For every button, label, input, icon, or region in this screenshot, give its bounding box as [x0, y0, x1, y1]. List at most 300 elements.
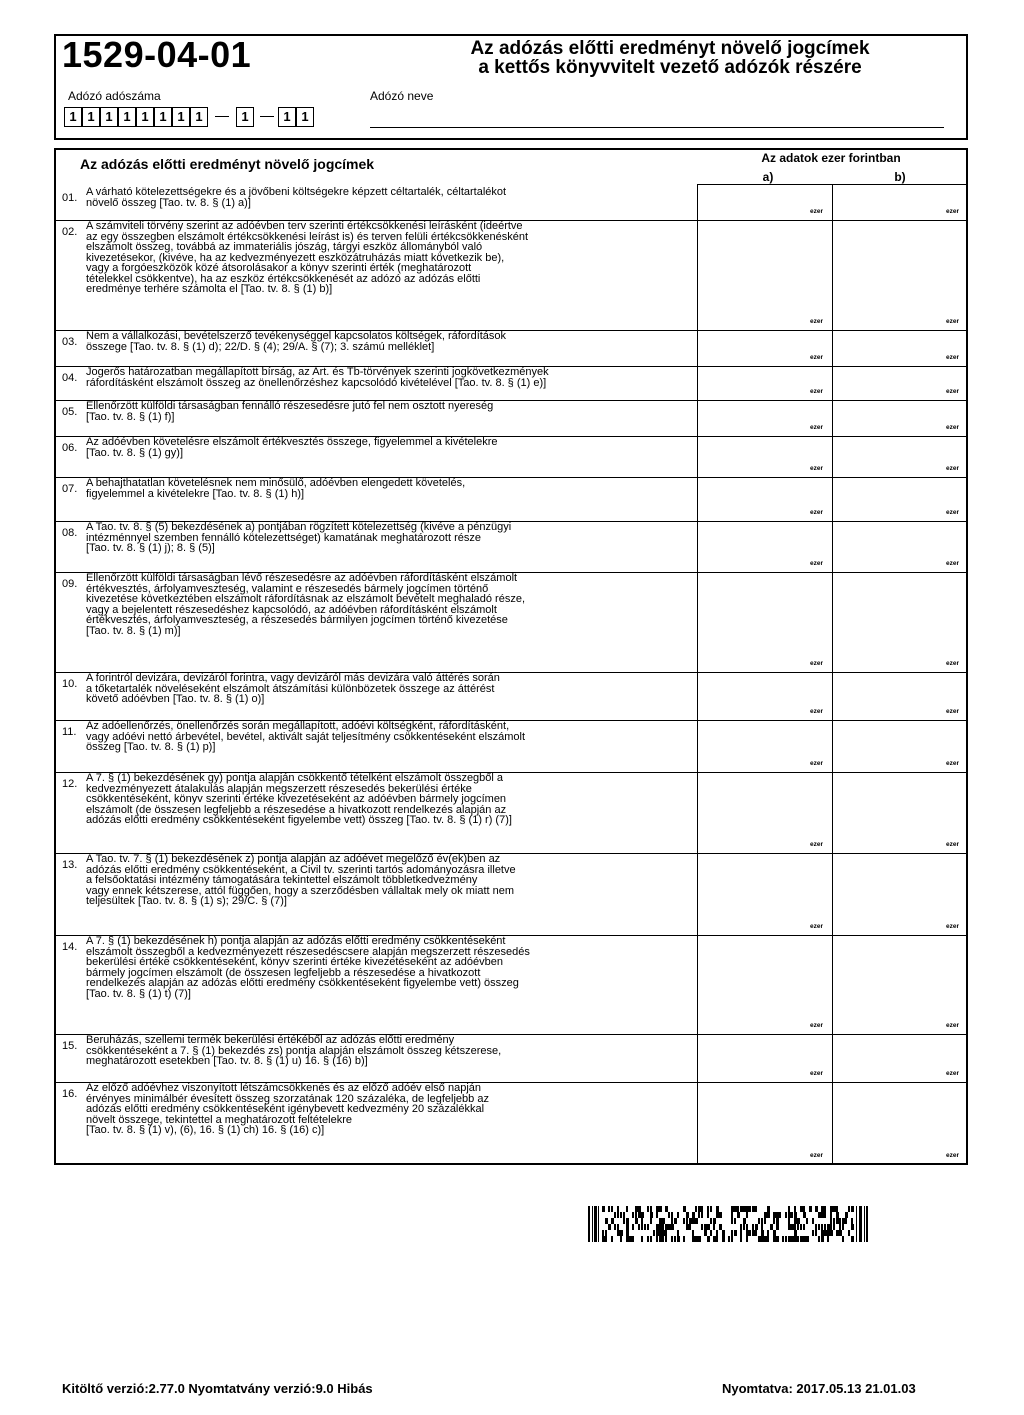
barcode-module: [806, 1218, 808, 1224]
barcode-module: [671, 1236, 673, 1242]
barcode-module: [776, 1224, 779, 1230]
barcode-module: [716, 1206, 719, 1212]
unit-label: ezer: [810, 1152, 824, 1159]
barcode-module: [761, 1218, 763, 1224]
barcode-module: [668, 1224, 671, 1230]
barcode-module: [758, 1218, 760, 1224]
row-text: A számviteli törvény szerint az adóévben terv szerinti értékcsökkenési leírásként (ideértve az egy összegben elszámolt értékcsökkenési leírást is) és terven felüli értékcsökkenésként elszámolt összeg, továbbá az immateriális jószág, tárgyi eszköz állományból való kivezetésekor, (kivéve, ha az kedvezményezett eszközátruházás miatt következik be), vagy a forgóeszközök közé átsorolásakor a könyv szerinti érték (meghatározott tételekkel csökkentve), ha az eszköz értékcsökkenését az adózó az adózás előtti eredménye terhére számolta el [Tao. tv. 8. § (1) b)]: [86, 220, 529, 295]
row-text: A Tao. tv. 7. § (1) bekezdésének z) pontja alapján az adóévet megelőző év(ek)ben az adózás előtti eredmény csökkentéseként, a Civil tv. szerinti tartós adományozásra illetve a felsőoktatási intézmény támogatására tekintettel elszámolt többletkedvezmény vagy ennek kétszerese, attól függően, hogy a szerződésben vállaltak mely ok miatt nem teljesültek [Tao. tv. 8. § (1) s); 29/C. § (7)]: [86, 853, 516, 907]
barcode-module: [728, 1236, 730, 1242]
barcode-module: [851, 1236, 854, 1242]
barcode-module: [770, 1224, 773, 1230]
barcode-module: [815, 1230, 817, 1236]
barcode-module: [641, 1218, 643, 1224]
barcode-module: [851, 1224, 854, 1230]
barcode-module: [656, 1230, 659, 1236]
unit-label: ezer: [946, 465, 960, 472]
barcode-module: [626, 1218, 629, 1224]
barcode-module: [788, 1212, 791, 1218]
amount-input-a[interactable]: [698, 220, 830, 330]
barcode-module: [791, 1212, 793, 1218]
barcode-module: [800, 1224, 802, 1230]
barcode-module: [617, 1212, 619, 1218]
barcode-module: [638, 1224, 640, 1230]
row-number: 03.: [62, 336, 78, 348]
barcode-module: [638, 1212, 641, 1218]
barcode-module: [830, 1206, 833, 1212]
barcode-module: [674, 1218, 677, 1224]
row-text: Ellenőrzött külföldi társaságban fennálló részesedésre jutó fel nem osztott nyereség [Tao. tv. 8. § (1) f)]: [86, 400, 494, 423]
barcode-module: [650, 1218, 652, 1224]
barcode-module: [632, 1236, 634, 1242]
barcode-module: [794, 1218, 797, 1224]
row-number: 01.: [62, 192, 78, 204]
row-text: A behajthatatlan követelésnek nem minősülő, adóévben elengedett követelés, figyelemmel a kivételekre [Tao. tv. 8. § (1) h)]: [86, 477, 466, 500]
barcode-module: [671, 1218, 673, 1224]
barcode-module: [845, 1212, 848, 1218]
barcode-module: [686, 1218, 688, 1224]
barcode-module: [716, 1212, 719, 1218]
barcode-module: [686, 1212, 689, 1218]
barcode-module: [740, 1206, 743, 1212]
barcode-module: [707, 1212, 709, 1218]
row-text: A várható kötelezettségekre és a jövőbeni költségekre képzett céltartalék, céltartalékot növelő összeg [Tao. tv. 8. § (1) a)]: [86, 186, 507, 209]
barcode-module: [617, 1206, 619, 1212]
barcode-module: [740, 1236, 742, 1242]
barcode-module: [662, 1230, 665, 1236]
id-digit: 1: [172, 107, 190, 127]
barcode-module: [710, 1218, 712, 1224]
footer-printed: Nyomtatva: 2017.05.13 21.01.03: [722, 1381, 916, 1396]
barcode-module: [851, 1218, 853, 1224]
barcode-module: [830, 1212, 832, 1218]
barcode-module: [776, 1218, 779, 1224]
barcode-module: [767, 1206, 770, 1212]
unit-label: ezer: [946, 923, 960, 930]
id-digit: 1: [278, 107, 296, 127]
barcode-module: [626, 1230, 629, 1236]
barcode-module: [794, 1230, 797, 1236]
barcode-module: [830, 1224, 832, 1230]
barcode-module: [692, 1212, 695, 1218]
barcode-module: [836, 1212, 839, 1218]
barcode-module: [710, 1206, 712, 1212]
barcode-module: [662, 1236, 664, 1242]
id-digit: 1: [82, 107, 100, 127]
barcode-module: [626, 1224, 629, 1230]
barcode-module: [755, 1206, 757, 1212]
row-text: Az előző adóévhez viszonyított létszámcsökkenés és az előző adóév első napján érvényes minimálbér évesített összeg szorzatának 120 százaléka, de legfeljebb az adózás előtti eredmény csökkentéseként igénybevett kedvezmény 20 százalékkal növelt összege, tekintettel a meghatározott feltételekre [Tao. tv. 8. § (1) v), (6), 16. § (1) ch) 16. § (16) c)]: [86, 1082, 489, 1136]
barcode-module: [839, 1218, 841, 1224]
barcode-module: [794, 1236, 797, 1242]
barcode-module: [845, 1218, 847, 1224]
barcode-module: [818, 1224, 820, 1230]
barcode-module: [791, 1236, 794, 1242]
barcode-module: [689, 1218, 692, 1224]
barcode-module: [740, 1230, 742, 1236]
barcode-module: [746, 1236, 748, 1242]
barcode-module: [755, 1230, 757, 1236]
barcode-module: [791, 1224, 794, 1230]
id-digit: 1: [136, 107, 154, 127]
unit-label: ezer: [810, 1070, 824, 1077]
barcode-module: [632, 1224, 634, 1230]
barcode-module: [719, 1212, 722, 1218]
unit-label: ezer: [946, 660, 960, 667]
barcode-module: [866, 1206, 868, 1242]
barcode-module: [656, 1224, 659, 1230]
barcode-module: [779, 1212, 781, 1218]
barcode-module: [803, 1236, 806, 1242]
unit-label: ezer: [946, 318, 960, 325]
barcode-module: [656, 1206, 659, 1212]
unit-label: ezer: [946, 1070, 960, 1077]
barcode-module: [749, 1206, 751, 1212]
barcode-module: [659, 1206, 662, 1212]
barcode-module: [833, 1206, 836, 1212]
barcode-module: [752, 1230, 755, 1236]
barcode-module: [785, 1212, 787, 1218]
barcode-module: [821, 1230, 824, 1236]
barcode-module: [743, 1218, 746, 1224]
barcode-module: [827, 1236, 829, 1242]
barcode-module: [752, 1206, 755, 1212]
barcode-module: [746, 1230, 749, 1236]
barcode-module: [707, 1206, 709, 1212]
id-digit: 1: [100, 107, 118, 127]
barcode-module: [701, 1206, 703, 1212]
barcode-module: [602, 1206, 605, 1212]
unit-label: ezer: [946, 708, 960, 715]
barcode-module: [683, 1206, 686, 1212]
barcode-module: [848, 1206, 850, 1212]
id-digit: 1: [154, 107, 172, 127]
barcode-module: [698, 1212, 700, 1218]
main-table: [54, 148, 968, 1165]
barcode-module: [794, 1212, 797, 1218]
barcode-module: [812, 1230, 814, 1236]
barcode-module: [683, 1236, 685, 1242]
barcode-module: [713, 1236, 716, 1242]
taxpayer-name-label: Adózó neve: [370, 89, 434, 103]
barcode-module: [821, 1236, 824, 1242]
unit-label: ezer: [810, 388, 824, 395]
barcode-module: [623, 1218, 625, 1224]
row-text: Ellenőrzött külföldi társaságban lévő részesedésre az adóévben ráfordításként elszámolt értékvesztés, árfolyamveszteség, valamint e részesedés bármely jogcímen történő kivezetése következtében elszámolt ráfordításnak az elszámolt bevételt meghaladó része, vagy a bejelentett részesedéshez kapcsolódó, az adóévben ráfordításként elszámolt értékvesztés, árfolyamveszteség, a részesedés bármilyen jogcímen történő kivezetése [Tao. tv. 8. § (1) m)]: [86, 572, 526, 637]
barcode-module: [809, 1206, 812, 1212]
barcode-module: [716, 1236, 718, 1242]
barcode-module: [641, 1224, 643, 1230]
barcode-module: [620, 1230, 623, 1236]
unit-label: ezer: [946, 509, 960, 516]
barcode-module: [674, 1236, 676, 1242]
barcode-module: [773, 1212, 776, 1218]
barcode-module: [659, 1224, 662, 1230]
amount-input-b[interactable]: [833, 572, 966, 672]
id-digit: 1: [190, 107, 208, 127]
barcode-module: [695, 1206, 697, 1212]
unit-label: ezer: [946, 208, 960, 215]
unit-label: ezer: [810, 923, 824, 930]
barcode-module: [602, 1236, 605, 1242]
barcode-module: [638, 1206, 641, 1212]
barcode-module: [833, 1218, 835, 1224]
barcode-module: [761, 1224, 763, 1230]
barcode-module: [608, 1206, 610, 1212]
barcode-module: [611, 1236, 613, 1242]
row-number: 13.: [62, 859, 78, 871]
barcode-module: [722, 1236, 725, 1242]
barcode-module: [701, 1212, 703, 1218]
barcode-module: [671, 1224, 674, 1230]
barcode-module: [665, 1230, 667, 1236]
barcode-module: [659, 1236, 662, 1242]
row-text: A Tao. tv. 8. § (5) bekezdésének a) pontjában rögzített kötelezettség (kivéve a pénzügyi intézménnyel szemben fennálló kötelezettséget) kamatának meghatározott része [Tao. tv. 8. § (1) j); 8. § (5)]: [86, 521, 512, 554]
barcode-module: [632, 1212, 634, 1218]
barcode-module: [818, 1212, 821, 1218]
barcode-module: [776, 1236, 779, 1242]
barcode-module: [737, 1206, 739, 1212]
barcode-module: [677, 1212, 679, 1218]
barcode-module: [701, 1224, 703, 1230]
barcode-module: [827, 1230, 830, 1236]
barcode-module: [719, 1224, 722, 1230]
barcode-module: [692, 1230, 694, 1236]
barcode-module: [677, 1230, 679, 1236]
barcode-module: [833, 1224, 835, 1230]
row-number: 02.: [62, 226, 78, 238]
row-number: 14.: [62, 941, 78, 953]
barcode-module: [677, 1236, 680, 1242]
barcode-module: [659, 1218, 662, 1224]
unit-label: ezer: [810, 465, 824, 472]
taxpayer-name-field[interactable]: [370, 127, 944, 128]
barcode-module: [839, 1224, 841, 1230]
barcode-module: [824, 1224, 826, 1230]
footer-version: Kitöltő verzió:2.77.0 Nyomtatvány verzió:9.0 Hibás: [62, 1381, 373, 1396]
barcode-module: [746, 1212, 748, 1218]
row-number: 05.: [62, 406, 78, 418]
barcode-module: [830, 1230, 833, 1236]
barcode-module: [737, 1212, 740, 1218]
barcode-module: [815, 1206, 818, 1212]
id-digit: 1: [296, 107, 314, 127]
row-number: 15.: [62, 1040, 78, 1052]
row-text: A forintról devizára, devizáról forintra, vagy devizáról más devizára való áttérés során a tőketartalék növeléseként elszámolt átszámítási különbözetek összege az áttérést követő adóévben [Tao. tv. 8. § (1) o)]: [86, 672, 500, 705]
barcode-module: [608, 1224, 611, 1230]
header-divider: [697, 184, 967, 185]
barcode-module: [773, 1218, 775, 1224]
barcode-module: [671, 1212, 673, 1218]
barcode-module: [752, 1224, 754, 1230]
barcode-module: [749, 1230, 751, 1236]
barcode-module: [731, 1230, 733, 1236]
row-text: Az adóévben követelésre elszámolt értékvesztés összege, figyelemmel a kivételekre [Tao. tv. 8. § (1) gy)]: [86, 436, 498, 459]
barcode-module: [758, 1236, 761, 1242]
column-b-header: b): [894, 170, 906, 184]
barcode-module: [788, 1236, 791, 1242]
barcode-module: [782, 1236, 784, 1242]
barcode-module: [598, 1206, 599, 1242]
row-text: A 7. § (1) bekezdésének gy) pontja alapján csökkentő tételként elszámolt összegből a kedvezményezett átalakulás alapján megszerzett részesedés bekerülési értéke csökkentéseként, könyv szerinti értéke kivezetéseként az adóévben bármely jogcímen elszámolt (de összesen legfeljebb a részesedése a hivatkozott rendelkezés alapján az adózás előtti eredmény csökkentéseként figyelembe vett) összeg [Tao. tv. 8. § (1) r) (7)]: [86, 772, 512, 826]
barcode-module: [698, 1236, 701, 1242]
barcode-module: [668, 1212, 670, 1218]
barcode-module: [683, 1218, 685, 1224]
barcode-module: [788, 1218, 790, 1224]
row-number: 11.: [62, 726, 77, 738]
amount-input-b[interactable]: [833, 935, 966, 1034]
barcode: [588, 1206, 868, 1242]
unit-label: ezer: [810, 318, 824, 325]
barcode-module: [806, 1236, 809, 1242]
barcode-module: [704, 1224, 707, 1230]
row-number: 16.: [62, 1088, 78, 1100]
barcode-module: [800, 1236, 803, 1242]
barcode-module: [830, 1218, 832, 1224]
barcode-module: [611, 1218, 614, 1224]
barcode-module: [803, 1224, 805, 1230]
barcode-module: [836, 1218, 839, 1224]
barcode-module: [656, 1236, 658, 1242]
unit-label: ezer: [810, 708, 824, 715]
barcode-module: [626, 1206, 628, 1212]
barcode-module: [692, 1218, 695, 1224]
barcode-module: [698, 1206, 701, 1212]
barcode-module: [617, 1230, 620, 1236]
barcode-module: [650, 1236, 652, 1242]
barcode-module: [773, 1230, 776, 1236]
barcode-module: [692, 1236, 695, 1242]
barcode-module: [776, 1212, 779, 1218]
barcode-module: [824, 1212, 826, 1218]
unit-label: ezer: [946, 388, 960, 395]
barcode-module: [764, 1212, 767, 1218]
form-code: 1529-04-01: [62, 34, 252, 75]
barcode-module: [821, 1212, 824, 1218]
barcode-module: [713, 1224, 715, 1230]
unit-label: ezer: [946, 424, 960, 431]
barcode-module: [859, 1206, 862, 1242]
barcode-module: [797, 1224, 799, 1230]
barcode-module: [800, 1206, 803, 1212]
barcode-module: [665, 1206, 668, 1212]
barcode-module: [617, 1224, 619, 1230]
barcode-module: [746, 1206, 749, 1212]
unit-label: ezer: [810, 509, 824, 516]
form-title-line1: Az adózás előtti eredményt növelő jogcímek: [470, 38, 870, 59]
barcode-module: [716, 1230, 718, 1236]
amount-input-b[interactable]: [833, 220, 966, 330]
row-text: Az adóellenőrzés, önellenőrzés során megállapított, adóévi költségként, ráfordításként, vagy adóévi nettó árbevétel, bevétel, aktivált saját teljesítmény csökkentéseként elszámolt összeg [Tao. tv. 8. § (1) p)]: [86, 720, 526, 753]
barcode-module: [647, 1236, 649, 1242]
barcode-module: [588, 1206, 590, 1242]
barcode-module: [629, 1236, 632, 1242]
barcode-module: [686, 1224, 689, 1230]
barcode-module: [707, 1224, 710, 1230]
barcode-module: [755, 1224, 758, 1230]
barcode-module: [662, 1218, 665, 1224]
barcode-module: [836, 1206, 838, 1212]
barcode-module: [743, 1224, 745, 1230]
barcode-module: [746, 1224, 748, 1230]
barcode-module: [650, 1206, 652, 1212]
unit-label: ezer: [810, 208, 824, 215]
unit-label: ezer: [946, 1022, 960, 1029]
barcode-module: [647, 1224, 649, 1230]
barcode-module: [644, 1224, 646, 1230]
form-title-line2: a kettős könyvvitelt vezető adózók részére: [478, 57, 862, 78]
row-text: Beruházás, szellemi termék bekerülési értékéből az adózás előtti eredmény csökkentéseként a 7. § (1) bekezdés zs) pontja alapján elszámolt összeg kétszerese, meghatározott esetekben [Tao. tv. 8. § (1) u) 16. § (16) b)]: [86, 1034, 502, 1067]
barcode-module: [620, 1212, 622, 1218]
barcode-module: [626, 1236, 629, 1242]
row-text: A 7. § (1) bekezdésének h) pontja alapján az adózás előtti eredmény csökkentéseként elszámolt összegből a kedvezményezett részesedéscsere alapján megszerzett részesedés bekerülési értéke csökkentéseként, könyv szerinti értéke kivezetéseként az adóévben bármely jogcímen elszámolt (de összesen legfeljebb a részesedése a hivatkozott rendelkezés alapján az adózás előtti eredmény csökkentéseként figyelembe vett) összeg [Tao. tv. 8. § (1) t) (7)]: [86, 935, 530, 1000]
barcode-module: [659, 1230, 662, 1236]
barcode-module: [827, 1224, 830, 1230]
barcode-module: [797, 1236, 799, 1242]
unit-label: ezer: [946, 841, 960, 848]
unit-label: ezer: [810, 660, 824, 667]
barcode-module: [605, 1236, 607, 1242]
barcode-module: [650, 1212, 653, 1218]
barcode-module: [722, 1230, 725, 1236]
barcode-module: [653, 1230, 655, 1236]
barcode-module: [797, 1218, 800, 1224]
table-heading: Az adózás előtti eredményt növelő jogcímek: [80, 156, 375, 172]
amount-input-a[interactable]: [698, 935, 830, 1034]
unit-label: ezer: [946, 760, 960, 767]
barcode-module: [821, 1206, 824, 1212]
id-digit: 1: [64, 107, 82, 127]
barcode-module: [788, 1206, 790, 1212]
unit-label: ezer: [810, 354, 824, 361]
id-digit: 1: [118, 107, 136, 127]
barcode-module: [851, 1206, 854, 1212]
barcode-module: [818, 1236, 820, 1242]
amount-input-a[interactable]: [698, 572, 830, 672]
barcode-module: [785, 1236, 787, 1242]
row-number: 06.: [62, 442, 78, 454]
unit-label: ezer: [810, 1022, 824, 1029]
barcode-module: [761, 1236, 764, 1242]
barcode-module: [662, 1224, 664, 1230]
barcode-module: [794, 1206, 796, 1212]
barcode-module: [731, 1236, 733, 1242]
barcode-module: [641, 1212, 644, 1218]
barcode-module: [803, 1212, 806, 1218]
barcode-module: [602, 1230, 604, 1236]
barcode-module: [815, 1224, 817, 1230]
barcode-module: [767, 1236, 769, 1242]
barcode-module: [773, 1236, 776, 1242]
barcode-module: [821, 1224, 823, 1230]
barcode-module: [794, 1224, 796, 1230]
row-number: 12.: [62, 778, 78, 790]
barcode-module: [647, 1206, 649, 1212]
column-a-header: a): [762, 170, 774, 184]
barcode-module: [731, 1206, 734, 1212]
id-digit: 1: [236, 107, 254, 127]
barcode-module: [764, 1236, 767, 1242]
barcode-module: [743, 1206, 746, 1212]
barcode-module: [731, 1218, 733, 1224]
unit-label: ezer: [810, 841, 824, 848]
barcode-module: [842, 1218, 845, 1224]
barcode-module: [734, 1230, 737, 1236]
id-separator: [260, 116, 274, 117]
barcode-module: [842, 1236, 844, 1242]
barcode-module: [623, 1212, 625, 1218]
barcode-module: [803, 1206, 805, 1212]
